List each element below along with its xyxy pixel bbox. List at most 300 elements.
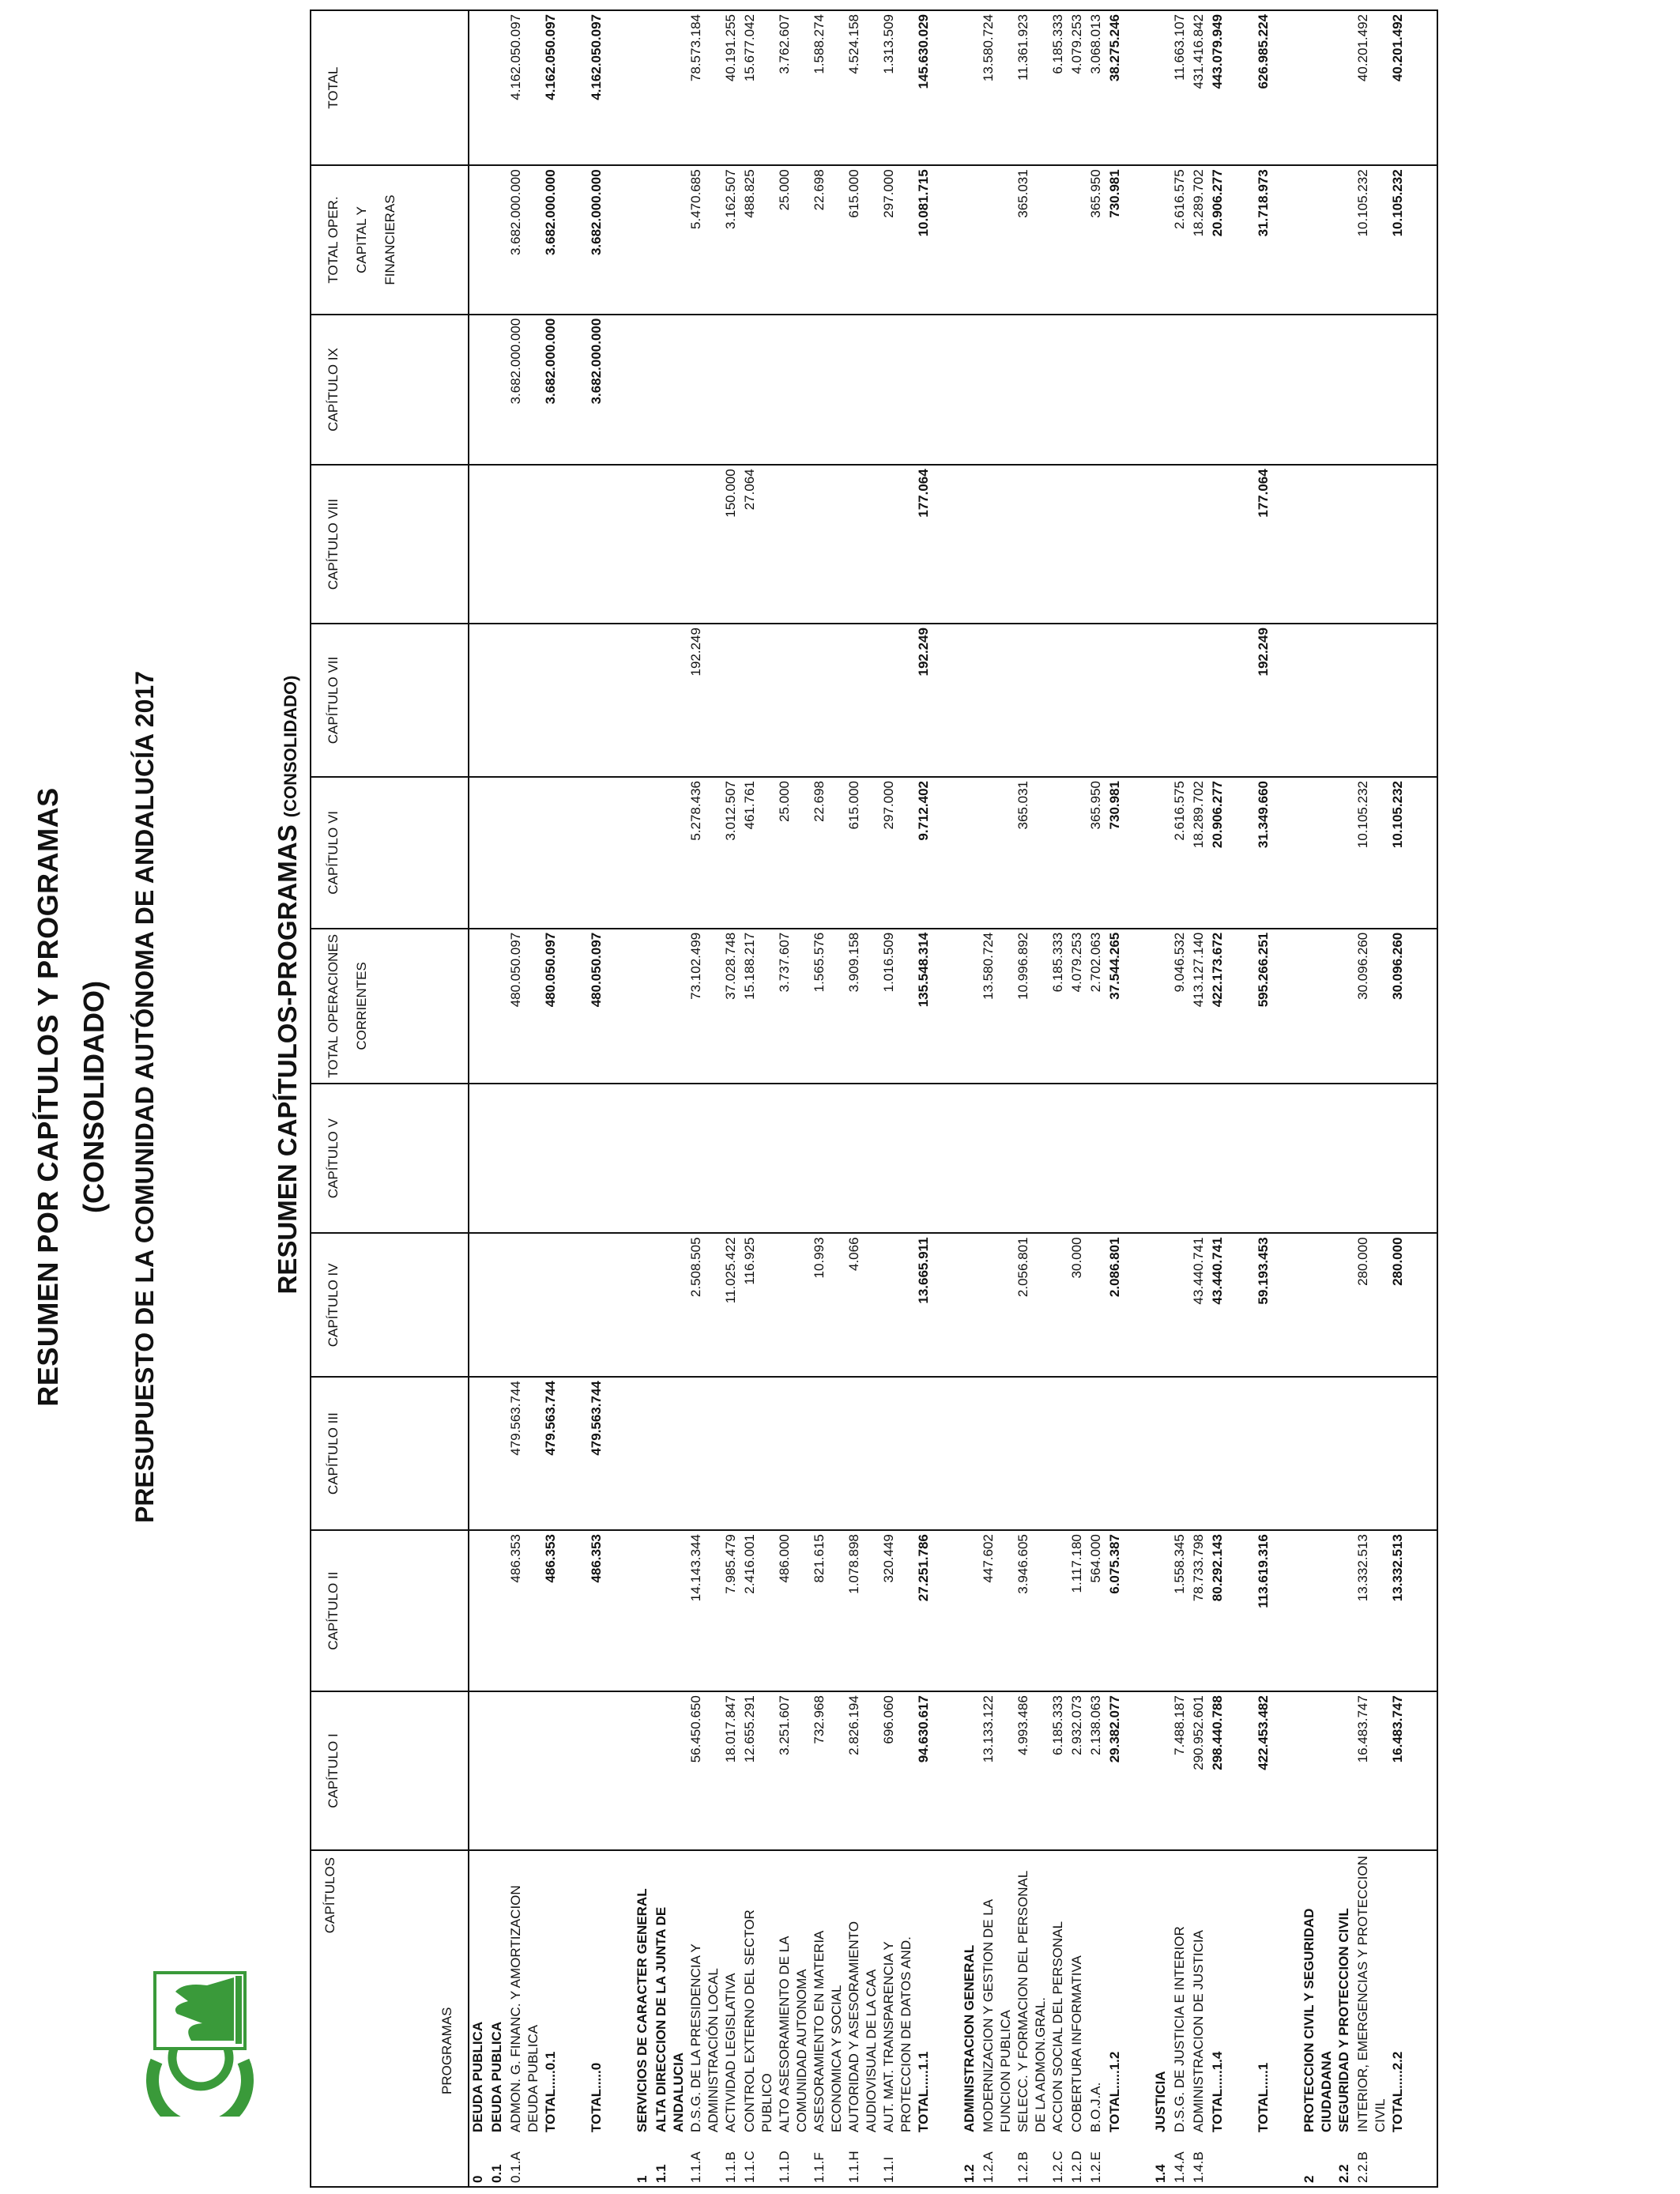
- amount-cell: 13.133.122: [980, 1691, 1015, 1850]
- program-code: 1: [634, 2136, 653, 2187]
- amount-cell: [1152, 465, 1171, 624]
- col-header: TOTAL OPERACIONES CORRIENTES: [311, 929, 469, 1084]
- amount-cell: [1106, 315, 1125, 466]
- amount-cell: [488, 165, 507, 314]
- amount-cell: [607, 10, 634, 165]
- amount-cell: [1152, 1530, 1171, 1691]
- amount-cell: 14.143.344: [687, 1530, 722, 1691]
- amount-cell: 18.289.702: [1190, 165, 1209, 314]
- amount-cell: 443.079.949: [1209, 10, 1228, 165]
- amount-cell: 43.440.741: [1190, 1233, 1209, 1377]
- amount-cell: [588, 465, 607, 624]
- amount-cell: 2.138.063: [1087, 1691, 1106, 1850]
- col-header: CAPÍTULO IX: [311, 315, 469, 466]
- amount-cell: 480.050.097: [507, 929, 542, 1084]
- amount-cell: 10.081.715: [915, 165, 934, 314]
- amount-cell: [1068, 315, 1087, 466]
- table-row: [1335, 10, 1354, 2187]
- amount-cell: 422.453.482: [1255, 1691, 1274, 1850]
- amount-cell: 4.162.050.097: [507, 10, 542, 165]
- amount-cell: [776, 465, 811, 624]
- amount-cell: [588, 777, 607, 929]
- amount-cell: 1.558.345: [1171, 1530, 1190, 1691]
- table-row: [1209, 10, 1228, 2187]
- amount-cell: [607, 1377, 634, 1530]
- amount-cell: 365.031: [1015, 777, 1049, 929]
- amount-cell: 280.000: [1389, 1233, 1437, 1377]
- program-name: PROTECCION CIVIL Y SEGURIDAD CIUDADANA: [1301, 1850, 1335, 2136]
- program-name: TOTAL.....2.2: [1389, 1850, 1437, 2136]
- col-header: CAPÍTULO III: [311, 1377, 469, 1530]
- amount-cell: [507, 624, 542, 777]
- amount-cell: [488, 777, 507, 929]
- amount-cell: 461.761: [741, 777, 776, 929]
- amount-cell: [1152, 1377, 1171, 1530]
- amount-cell: [980, 1233, 1015, 1377]
- amount-cell: [1228, 624, 1255, 777]
- program-name: [607, 1850, 634, 2136]
- amount-cell: [741, 315, 776, 466]
- amount-cell: [1049, 165, 1068, 314]
- program-name: DEUDA PUBLICA: [469, 1850, 488, 2136]
- amount-cell: [811, 465, 846, 624]
- program-code: 1.2.D: [1068, 2136, 1087, 2187]
- program-name: SERVICIOS DE CARACTER GENERAL: [634, 1850, 653, 2136]
- amount-cell: [811, 1377, 846, 1530]
- program-code: 0: [469, 2136, 488, 2187]
- amount-cell: 177.064: [1255, 465, 1274, 624]
- amount-cell: 27.251.786: [915, 1530, 934, 1691]
- amount-cell: [1106, 465, 1125, 624]
- program-code: 1.4.B: [1190, 2136, 1209, 2187]
- table-row: [1106, 10, 1125, 2187]
- amount-cell: 10.105.232: [1354, 777, 1389, 929]
- amount-cell: 365.950: [1087, 777, 1106, 929]
- amount-cell: 732.968: [811, 1691, 846, 1850]
- amount-cell: 11.025.422: [722, 1233, 741, 1377]
- program-name: [934, 1850, 961, 2136]
- program-code: [1209, 2136, 1228, 2187]
- amount-cell: [1106, 624, 1125, 777]
- amount-cell: [1335, 1377, 1354, 1530]
- program-code: 2: [1301, 2136, 1335, 2187]
- table-row: [980, 10, 1015, 2187]
- amount-cell: 177.064: [915, 465, 934, 624]
- program-name: AUT. MAT. TRANSPARENCIA Y PROTECCION DE DATOS AND.: [880, 1850, 915, 2136]
- amount-cell: [634, 777, 653, 929]
- program-code: 1.1.A: [687, 2136, 722, 2187]
- amount-cell: 10.105.232: [1389, 165, 1437, 314]
- program-name: ACCION SOCIAL DEL PERSONAL: [1049, 1850, 1068, 2136]
- amount-cell: 27.064: [741, 465, 776, 624]
- table-row: [1389, 10, 1437, 2187]
- amount-cell: [1301, 1233, 1335, 1377]
- amount-cell: [915, 315, 934, 466]
- amount-cell: 615.000: [846, 165, 880, 314]
- amount-cell: [634, 1084, 653, 1234]
- amount-cell: [1389, 1377, 1437, 1530]
- col-header: CAPÍTULO VIII: [311, 465, 469, 624]
- amount-cell: [776, 1377, 811, 1530]
- amount-cell: [1049, 315, 1068, 466]
- amount-cell: 413.127.140: [1190, 929, 1209, 1084]
- amount-cell: [634, 1233, 653, 1377]
- program-code: 1.2.E: [1087, 2136, 1106, 2187]
- amount-cell: [1171, 1233, 1190, 1377]
- amount-cell: [687, 465, 722, 624]
- amount-cell: [880, 465, 915, 624]
- amount-cell: 13.580.724: [980, 10, 1015, 165]
- program-code: 1.2.A: [980, 2136, 1015, 2187]
- amount-cell: [1389, 315, 1437, 466]
- amount-cell: 31.349.660: [1255, 777, 1274, 929]
- amount-cell: 29.382.077: [1106, 1691, 1125, 1850]
- amount-cell: [1125, 1691, 1152, 1850]
- amount-cell: [607, 1233, 634, 1377]
- col-header: TOTAL OPER. CAPITAL Y FINANCIERAS: [311, 165, 469, 314]
- junta-andalucia-logo-icon: [141, 1966, 258, 2117]
- program-name: COBERTURA INFORMATIVA: [1068, 1850, 1087, 2136]
- amount-cell: [1125, 1377, 1152, 1530]
- table-row: [1354, 10, 1389, 2187]
- amount-cell: [469, 10, 488, 165]
- amount-cell: 1.117.180: [1068, 1530, 1087, 1691]
- resumen-heading: [273, 76, 303, 1894]
- amount-cell: [811, 624, 846, 777]
- amount-cell: [634, 165, 653, 314]
- table-row: [961, 10, 980, 2187]
- amount-cell: [634, 1377, 653, 1530]
- amount-cell: 11.361.923: [1015, 10, 1049, 165]
- amount-cell: [980, 777, 1015, 929]
- amount-cell: [561, 624, 588, 777]
- amount-cell: [687, 1377, 722, 1530]
- amount-cell: 25.000: [776, 165, 811, 314]
- table-row: [1152, 10, 1171, 2187]
- amount-cell: [561, 1233, 588, 1377]
- amount-cell: [561, 777, 588, 929]
- amount-cell: 9.712.402: [915, 777, 934, 929]
- amount-cell: [1335, 315, 1354, 466]
- amount-cell: [980, 165, 1015, 314]
- amount-cell: [1335, 929, 1354, 1084]
- amount-cell: 2.508.505: [687, 1233, 722, 1377]
- amount-cell: [607, 465, 634, 624]
- capitulos-label: CAPÍTULOS: [322, 1857, 337, 1934]
- amount-cell: 15.677.042: [741, 10, 776, 165]
- programas-label: PROGRAMAS: [439, 2007, 454, 2094]
- amount-cell: 3.012.507: [722, 777, 741, 929]
- amount-cell: 2.702.063: [1087, 929, 1106, 1084]
- amount-cell: [1335, 1233, 1354, 1377]
- program-name: DEUDA PUBLICA: [488, 1850, 507, 2136]
- amount-cell: 297.000: [880, 777, 915, 929]
- program-code: [1228, 2136, 1255, 2187]
- program-code: [1274, 2136, 1301, 2187]
- amount-cell: [653, 10, 687, 165]
- amount-cell: [961, 165, 980, 314]
- amount-cell: [1389, 1084, 1437, 1234]
- amount-cell: [542, 465, 561, 624]
- amount-cell: [1152, 1691, 1171, 1850]
- amount-cell: [1301, 624, 1335, 777]
- program-name: MODERNIZACION Y GESTION DE LA FUNCION PUBLICA: [980, 1850, 1015, 2136]
- amount-cell: [880, 624, 915, 777]
- resumen-note: (CONSOLIDADO): [281, 675, 300, 818]
- amount-cell: 10.996.892: [1015, 929, 1049, 1084]
- amount-cell: [934, 1084, 961, 1234]
- amount-cell: [634, 624, 653, 777]
- amount-cell: [488, 929, 507, 1084]
- amount-cell: [1335, 1084, 1354, 1234]
- program-code: [1125, 2136, 1152, 2187]
- program-code: 1.2.B: [1015, 2136, 1049, 2187]
- amount-cell: [846, 624, 880, 777]
- amount-cell: 13.665.911: [915, 1233, 934, 1377]
- program-name: TOTAL.....1.2: [1106, 1850, 1125, 2136]
- amount-cell: [934, 777, 961, 929]
- table-row: [687, 10, 722, 2187]
- amount-cell: [1209, 1377, 1228, 1530]
- amount-cell: 13.580.724: [980, 929, 1015, 1084]
- amount-cell: 1.016.509: [880, 929, 915, 1084]
- amount-cell: 1.313.509: [880, 10, 915, 165]
- amount-cell: 7.488.187: [1171, 1691, 1190, 1850]
- amount-cell: [776, 1233, 811, 1377]
- amount-cell: [1274, 1530, 1301, 1691]
- amount-cell: [1274, 1084, 1301, 1234]
- amount-cell: 4.162.050.097: [588, 10, 607, 165]
- amount-cell: [469, 777, 488, 929]
- amount-cell: [1125, 315, 1152, 466]
- amount-cell: [1171, 624, 1190, 777]
- amount-cell: [542, 624, 561, 777]
- amount-cell: [507, 777, 542, 929]
- amount-cell: 78.573.184: [687, 10, 722, 165]
- amount-cell: [934, 465, 961, 624]
- col-header: CAPÍTULO I: [311, 1691, 469, 1850]
- program-code: 1.2: [961, 2136, 980, 2187]
- table-row: [588, 10, 607, 2187]
- amount-cell: 192.249: [687, 624, 722, 777]
- program-code: [1255, 2136, 1274, 2187]
- amount-cell: [1068, 465, 1087, 624]
- amount-cell: [1068, 165, 1087, 314]
- amount-cell: 3.682.000.000: [588, 315, 607, 466]
- amount-cell: 4.162.050.097: [542, 10, 561, 165]
- amount-cell: 30.096.260: [1389, 929, 1437, 1084]
- amount-cell: 2.616.575: [1171, 165, 1190, 314]
- amount-cell: [469, 1084, 488, 1234]
- amount-cell: [1049, 1084, 1068, 1234]
- amount-cell: [488, 315, 507, 466]
- amount-cell: [961, 929, 980, 1084]
- amount-cell: [1354, 465, 1389, 624]
- amount-cell: 730.981: [1106, 777, 1125, 929]
- amount-cell: [607, 929, 634, 1084]
- amount-cell: 422.173.672: [1209, 929, 1228, 1084]
- amount-cell: [880, 1233, 915, 1377]
- program-code: 1.1.D: [776, 2136, 811, 2187]
- amount-cell: [1152, 10, 1171, 165]
- table-row: [880, 10, 915, 2187]
- amount-cell: [961, 10, 980, 165]
- program-name: [1125, 1850, 1152, 2136]
- table-row: [1274, 10, 1301, 2187]
- program-name: TOTAL.....0.1: [542, 1850, 561, 2136]
- amount-cell: [561, 10, 588, 165]
- amount-cell: [846, 315, 880, 466]
- amount-cell: 6.185.333: [1049, 929, 1068, 1084]
- amount-cell: 4.079.253: [1068, 929, 1087, 1084]
- amount-cell: [1125, 929, 1152, 1084]
- program-name: TOTAL.....1: [1255, 1850, 1274, 2136]
- amount-cell: [1152, 165, 1171, 314]
- amount-cell: [1274, 315, 1301, 466]
- amount-cell: [588, 1233, 607, 1377]
- amount-cell: [1125, 1233, 1152, 1377]
- amount-cell: [488, 10, 507, 165]
- amount-cell: [934, 1530, 961, 1691]
- program-code: 1.1.B: [722, 2136, 741, 2187]
- amount-cell: [1389, 465, 1437, 624]
- amount-cell: 431.416.842: [1190, 10, 1209, 165]
- amount-cell: 18.017.847: [722, 1691, 741, 1850]
- amount-cell: 730.981: [1106, 165, 1125, 314]
- amount-cell: 150.000: [722, 465, 741, 624]
- amount-cell: [1354, 1377, 1389, 1530]
- table-row: [507, 10, 542, 2187]
- amount-cell: 479.563.744: [588, 1377, 607, 1530]
- amount-cell: [653, 1084, 687, 1234]
- table-row: [634, 10, 653, 2187]
- amount-cell: 3.909.158: [846, 929, 880, 1084]
- amount-cell: [776, 315, 811, 466]
- amount-cell: [1301, 165, 1335, 314]
- amount-cell: [846, 1084, 880, 1234]
- amount-cell: 2.416.001: [741, 1530, 776, 1691]
- amount-cell: [469, 465, 488, 624]
- amount-cell: 6.075.387: [1106, 1530, 1125, 1691]
- amount-cell: 3.946.605: [1015, 1530, 1049, 1691]
- header-row: [311, 10, 469, 2187]
- amount-cell: 40.191.255: [722, 10, 741, 165]
- amount-cell: 696.060: [880, 1691, 915, 1850]
- amount-cell: 365.950: [1087, 165, 1106, 314]
- amount-cell: 320.449: [880, 1530, 915, 1691]
- amount-cell: [607, 165, 634, 314]
- amount-cell: [607, 1530, 634, 1691]
- amount-cell: [561, 165, 588, 314]
- amount-cell: [880, 1377, 915, 1530]
- amount-cell: [1209, 465, 1228, 624]
- amount-cell: 94.630.617: [915, 1691, 934, 1850]
- amount-cell: [1228, 465, 1255, 624]
- table-row: [776, 10, 811, 2187]
- amount-cell: 3.682.000.000: [588, 165, 607, 314]
- table-row: [722, 10, 741, 2187]
- program-code: [588, 2136, 607, 2187]
- table-row: [1301, 10, 1335, 2187]
- amount-cell: 3.762.607: [776, 10, 811, 165]
- amount-cell: [1228, 1530, 1255, 1691]
- amount-cell: 43.440.741: [1209, 1233, 1228, 1377]
- amount-cell: 2.056.801: [1015, 1233, 1049, 1377]
- amount-cell: [507, 1233, 542, 1377]
- amount-cell: 595.266.251: [1255, 929, 1274, 1084]
- amount-cell: [542, 1691, 561, 1850]
- amount-cell: [1228, 777, 1255, 929]
- amount-cell: [469, 165, 488, 314]
- amount-cell: [1190, 624, 1209, 777]
- amount-cell: 20.906.277: [1209, 777, 1228, 929]
- amount-cell: [1190, 465, 1209, 624]
- presupuesto-subtitle: PRESUPUESTO DE LA COMUNIDAD AUTÓNOMA DE ANDALUCÍA 2017: [130, 671, 159, 1524]
- amount-cell: [687, 1084, 722, 1234]
- program-name: ADMINISTRACION GENERAL: [961, 1850, 980, 2136]
- amount-cell: [1087, 315, 1106, 466]
- amount-cell: [1106, 1377, 1125, 1530]
- amount-cell: 2.932.073: [1068, 1691, 1087, 1850]
- amount-cell: [1255, 1084, 1274, 1234]
- amount-cell: [507, 1084, 542, 1234]
- program-name: ADMON. G. FINANC. Y AMORTIZACION DEUDA PUBLICA: [507, 1850, 542, 2136]
- amount-cell: [1125, 165, 1152, 314]
- amount-cell: 10.105.232: [1354, 165, 1389, 314]
- amount-cell: 22.698: [811, 165, 846, 314]
- amount-cell: 30.096.260: [1354, 929, 1389, 1084]
- table-row: [1068, 10, 1087, 2187]
- table-row: [488, 10, 507, 2187]
- amount-cell: 56.450.650: [687, 1691, 722, 1850]
- amount-cell: 145.630.029: [915, 10, 934, 165]
- amount-cell: [1354, 315, 1389, 466]
- amount-cell: [634, 929, 653, 1084]
- amount-cell: [488, 1084, 507, 1234]
- amount-cell: [722, 624, 741, 777]
- program-code: 1.1.F: [811, 2136, 846, 2187]
- amount-cell: [1274, 10, 1301, 165]
- amount-cell: 486.353: [542, 1530, 561, 1691]
- col-header: CAPÍTULO II: [311, 1530, 469, 1691]
- table-row: [1125, 10, 1152, 2187]
- program-code: [542, 2136, 561, 2187]
- amount-cell: 192.249: [1255, 624, 1274, 777]
- program-code: [1389, 2136, 1437, 2187]
- amount-cell: 37.544.265: [1106, 929, 1125, 1084]
- amount-cell: 486.353: [588, 1530, 607, 1691]
- amount-cell: [1152, 315, 1171, 466]
- amount-cell: [961, 624, 980, 777]
- amount-cell: [588, 1691, 607, 1850]
- amount-cell: [846, 465, 880, 624]
- amount-cell: [1301, 1530, 1335, 1691]
- amount-cell: 298.440.788: [1209, 1691, 1228, 1850]
- amount-cell: [1274, 624, 1301, 777]
- amount-cell: [1301, 465, 1335, 624]
- amount-cell: 25.000: [776, 777, 811, 929]
- program-name: TOTAL.....1.1: [915, 1850, 934, 2136]
- amount-cell: [1049, 465, 1068, 624]
- table-row: [607, 10, 634, 2187]
- amount-cell: [1125, 465, 1152, 624]
- program-name: CONTROL EXTERNO DEL SECTOR PUBLICO: [741, 1850, 776, 2136]
- col-header: CAPÍTULO VI: [311, 777, 469, 929]
- amount-cell: [488, 465, 507, 624]
- amount-cell: [653, 777, 687, 929]
- program-code: 1.2.C: [1049, 2136, 1068, 2187]
- table-row: [542, 10, 561, 2187]
